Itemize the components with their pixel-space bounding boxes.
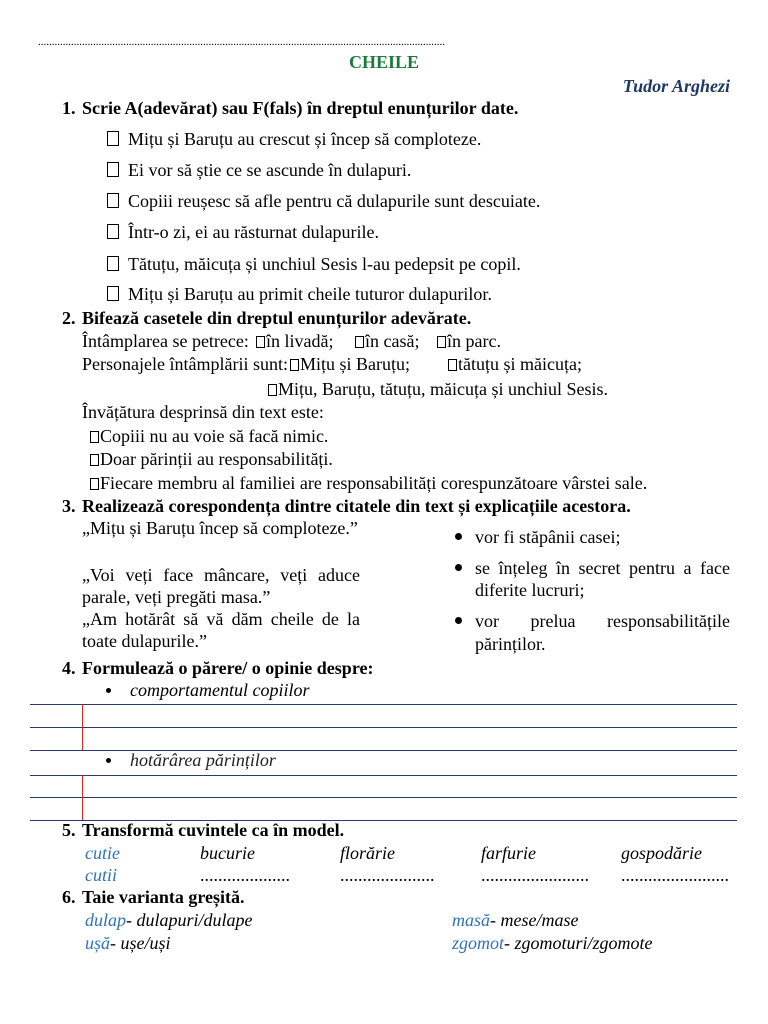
writing-line bbox=[30, 704, 737, 705]
exercise-3-instruction: Realizează corespondența dintre citatele din text și explicațiile acestora. bbox=[82, 496, 631, 516]
quote-line: „Voi veți face mâncare, veți aduce bbox=[82, 565, 360, 585]
setting-option bbox=[355, 330, 419, 352]
option-label: Doar părinții au responsabilități. bbox=[100, 449, 333, 469]
setting-option bbox=[256, 330, 333, 352]
checkbox-icon bbox=[268, 384, 277, 396]
word-to-transform: gospodărie bbox=[621, 843, 702, 863]
plural-variants: - mese/mase bbox=[490, 910, 579, 930]
answer-blank: ..................... bbox=[340, 865, 435, 885]
opinion-topic: comportamentul copiilor bbox=[130, 680, 310, 700]
plural-variants: - zgomoturi/zgomote bbox=[504, 933, 653, 953]
answer-blank: .................... bbox=[200, 865, 290, 885]
plural-choice-item bbox=[452, 932, 653, 954]
checkbox-icon bbox=[90, 478, 99, 490]
statement-3: Copiii reușesc să afle pentru că dulapurile sunt descuiate. bbox=[128, 191, 541, 211]
checkbox-icon bbox=[107, 131, 119, 146]
setting-prompt: Întâmplarea se petrece: bbox=[82, 331, 249, 351]
model-word: cutie bbox=[85, 843, 120, 863]
option-label: în livadă; bbox=[266, 331, 334, 351]
option-label: Mițu și Baruțu; bbox=[300, 354, 411, 374]
leader-dots: .................................................................................................................................................... bbox=[38, 36, 445, 48]
setting-option bbox=[437, 330, 501, 352]
lesson-option bbox=[90, 448, 333, 470]
checkbox-icon bbox=[90, 454, 99, 466]
plural-variants: - ușe/uși bbox=[110, 933, 171, 953]
lesson-option bbox=[90, 425, 328, 447]
checkbox-icon bbox=[107, 256, 119, 271]
word-to-transform: bucurie bbox=[200, 843, 255, 863]
plural-variants: - dulapuri/dulape bbox=[126, 910, 253, 930]
lesson-option bbox=[90, 472, 647, 494]
statement-4: Într-o zi, ei au răsturnat dulapurile. bbox=[128, 222, 380, 242]
characters-prompt: Personajele întâmplării sunt: bbox=[82, 354, 288, 374]
explanation-line: diferite lucruri; bbox=[475, 580, 585, 600]
bullet-icon bbox=[455, 564, 462, 571]
statement-6: Mițu și Baruțu au primit cheile tuturor dulapurilor. bbox=[128, 284, 492, 304]
exercise-3-number: 3. bbox=[62, 496, 76, 516]
exercise-5-instruction: Transformă cuvintele ca în model. bbox=[82, 820, 345, 840]
model-answer: cutii bbox=[85, 865, 117, 885]
answer-blank: ........................ bbox=[481, 865, 589, 885]
option-label: în casă; bbox=[365, 331, 420, 351]
exercise-2-number: 2. bbox=[62, 308, 76, 328]
option-label: Copiii nu au voie să facă nimic. bbox=[100, 426, 329, 446]
answer-blank: ........................ bbox=[621, 865, 729, 885]
bullet-icon bbox=[455, 617, 462, 624]
exercise-2-instruction: Bifează casetele din dreptul enunțurilor adevărate. bbox=[82, 308, 472, 328]
base-word: ușă bbox=[85, 933, 111, 953]
option-label: Mițu, Baruțu, tătuțu, măicuța și unchiul Sesis. bbox=[278, 379, 608, 399]
opinion-topic: hotărârea părinților bbox=[130, 750, 276, 770]
exercise-1-number: 1. bbox=[62, 98, 76, 118]
writing-line bbox=[30, 727, 737, 728]
plural-choice-item bbox=[452, 909, 579, 931]
characters-option bbox=[448, 353, 582, 375]
explanation-line: se înțeleg în secret pentru a face bbox=[475, 558, 730, 578]
margin-line bbox=[82, 775, 83, 820]
exercise-4-number: 4. bbox=[62, 658, 76, 678]
quote-line: parale, veți pregăti masa.” bbox=[82, 587, 271, 607]
checkbox-icon bbox=[107, 162, 119, 177]
statement-5: Tătuțu, măicuța și unchiul Sesis l-au pedepsit pe copil. bbox=[128, 254, 521, 274]
bullet-icon bbox=[106, 758, 111, 763]
statement-2: Ei vor să știe ce se ascunde în dulapuri. bbox=[128, 160, 412, 180]
checkbox-icon bbox=[290, 359, 299, 371]
checkbox-icon bbox=[437, 336, 446, 348]
checkbox-icon bbox=[107, 193, 119, 208]
option-label: în parc. bbox=[447, 331, 501, 351]
option-label: Fiecare membru al familiei are responsabilități corespunzătoare vârstei sale. bbox=[100, 473, 648, 493]
characters-option bbox=[268, 378, 608, 400]
author-name: Tudor Arghezi bbox=[622, 76, 730, 96]
explanation-line: vor prelua responsabilitățile bbox=[475, 611, 730, 631]
base-word: zgomot bbox=[452, 933, 505, 953]
base-word: masă bbox=[452, 910, 491, 930]
checkbox-icon bbox=[355, 336, 364, 348]
word-to-transform: farfurie bbox=[481, 843, 537, 863]
explanation-line: vor fi stăpânii casei; bbox=[475, 527, 621, 547]
quote-line: „Am hotărât să vă dăm cheile de la bbox=[82, 609, 360, 629]
checkbox-icon bbox=[90, 431, 99, 443]
exercise-1-instruction: Scrie A(adevărat) sau F(fals) în dreptul enunțurilor date. bbox=[82, 98, 519, 118]
word-to-transform: florărie bbox=[340, 843, 396, 863]
statement-1: Mițu și Baruțu au crescut și încep să comploteze. bbox=[128, 129, 482, 149]
quote-line: „Mițu și Baruțu încep să comploteze.” bbox=[82, 518, 358, 538]
bullet-icon bbox=[106, 688, 111, 693]
quote-line: toate dulapurile.” bbox=[82, 631, 207, 651]
explanation-line: părinților. bbox=[475, 634, 546, 654]
exercise-5-number: 5. bbox=[62, 820, 76, 840]
option-label: tătuțu și măicuța; bbox=[458, 354, 582, 374]
margin-line bbox=[82, 704, 83, 750]
writing-line bbox=[30, 775, 737, 776]
plural-choice-item bbox=[85, 932, 171, 954]
exercise-6-number: 6. bbox=[62, 887, 76, 907]
bullet-icon bbox=[455, 533, 462, 540]
exercise-6-instruction: Taie varianta greșită. bbox=[82, 887, 245, 907]
base-word: dulap bbox=[85, 910, 127, 930]
writing-line bbox=[30, 797, 737, 798]
lesson-prompt: Învățătura desprinsă din text este: bbox=[82, 402, 324, 422]
exercise-4-instruction: Formulează o părere/ o opinie despre: bbox=[82, 658, 374, 678]
checkbox-icon bbox=[107, 224, 119, 239]
characters-option bbox=[290, 353, 410, 375]
checkbox-icon bbox=[107, 286, 119, 301]
checkbox-icon bbox=[256, 336, 265, 348]
checkbox-icon bbox=[448, 359, 457, 371]
worksheet-title: CHEILE bbox=[348, 52, 420, 72]
plural-choice-item bbox=[85, 909, 253, 931]
